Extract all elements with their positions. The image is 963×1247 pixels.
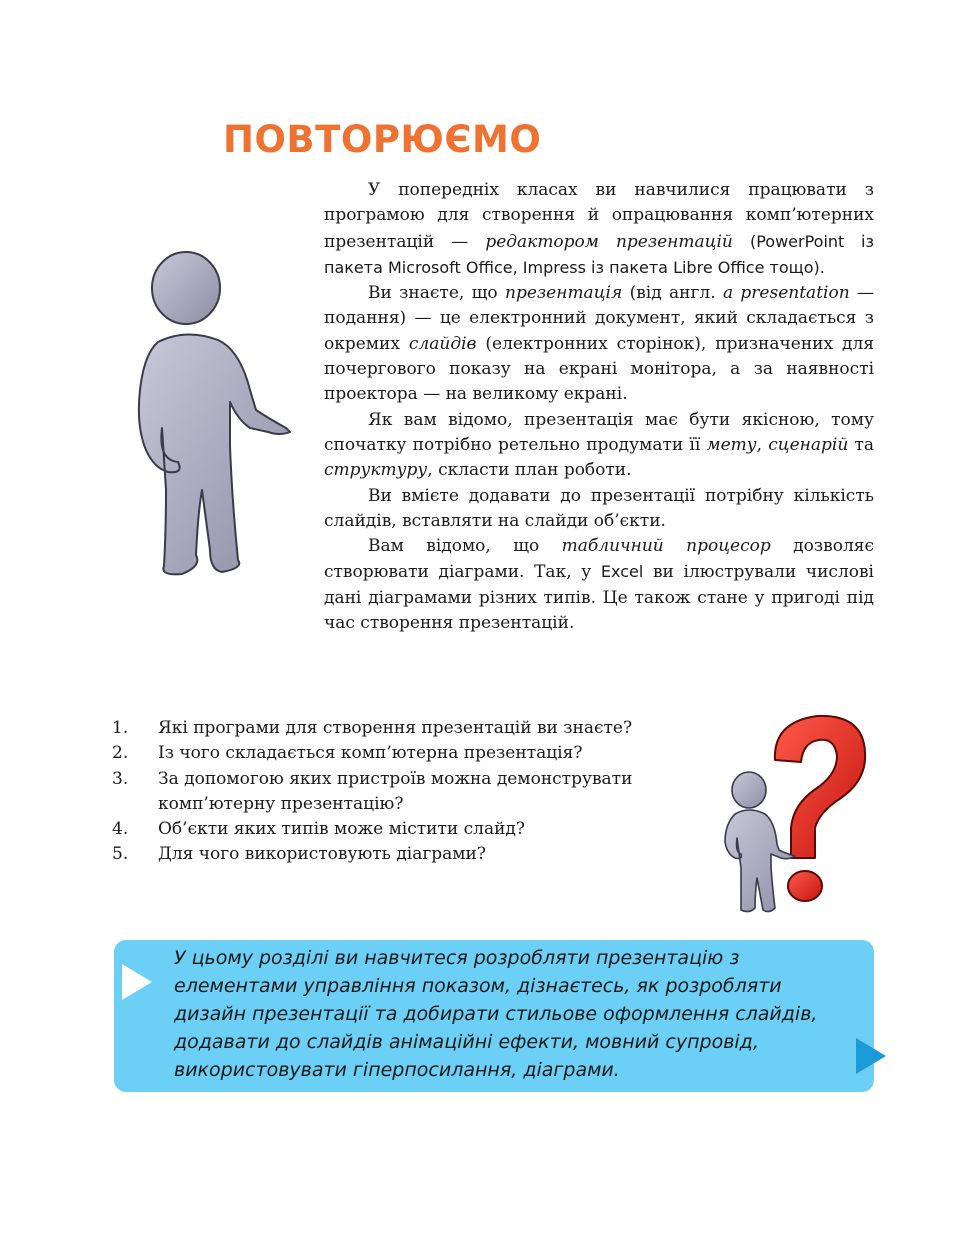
list-item: 5. Для чого використовують діаграми? [112, 844, 486, 865]
intro-paragraph-4: Ви вмієте додавати до презентації потрібну кількість слайдів, вставляти на слайди об’єкти. [324, 485, 874, 531]
list-item: 1. Які програми для створення презентацій ви знаєте? [112, 718, 633, 738]
intro-paragraph-2: Ви знаєте, що презентація (від англ. a presentation — подання) — це електронний документ, який складається з окремих слайдів (електронних сторінок), призначених для почергового показу на екрані монітора, а за наявності проектора — на великому екрані. [324, 283, 874, 405]
list-item: 4. Об’єкти яких типів може містити слайд? [112, 819, 525, 840]
presenter-figure-icon [118, 250, 298, 580]
intro-paragraph-5: Вам відомо, що табличний процесор дозволяє створювати діаграми. Так, у Excel ви ілюстрували числові дані діаграмами різних типів. Це також стане у пригоді під час створення презентацій. [324, 536, 874, 634]
question-figure-icon [713, 708, 873, 918]
intro-paragraph-3: Як вам відомо, презентація має бути якісною, тому спочатку потрібно ретельно продумати її мету, сценарій та структуру, скласти план роботи. [324, 409, 874, 481]
page-title: ПОВТОРЮЄМО [223, 118, 542, 161]
questions-list [112, 716, 707, 868]
intro-text [324, 178, 874, 636]
callout-text: У цьому розділі ви навчитеся розробляти презентацію з елементами управління показом, дізнаєтесь, як розробляти дизайн презентації та добирати стильове оформлення слайдів, додавати до слайдів анімаційні ефекти, мовний супровід, використовувати гіперпосилання, діаграми. [174, 947, 818, 1081]
triangle-arrow-icon [854, 1036, 888, 1076]
intro-paragraph-1: У попередніх класах ви навчилися працювати з програмою для створення й опрацювання комп’ютерних презентацій — редактором презентацій (PowerPoint із пакета Microsoft Office, Impress із пакета Libre Office тощо). [324, 180, 874, 277]
question-mark-icon [775, 716, 865, 901]
list-item: 3. За допомогою яких пристроїв можна демонструвати комп’ютерну презентацію? [112, 768, 633, 814]
chapter-summary-callout [114, 940, 874, 1092]
list-item: 2. Із чого складається комп’ютерна презентація? [112, 743, 583, 764]
triangle-arrow-icon [120, 962, 154, 1002]
